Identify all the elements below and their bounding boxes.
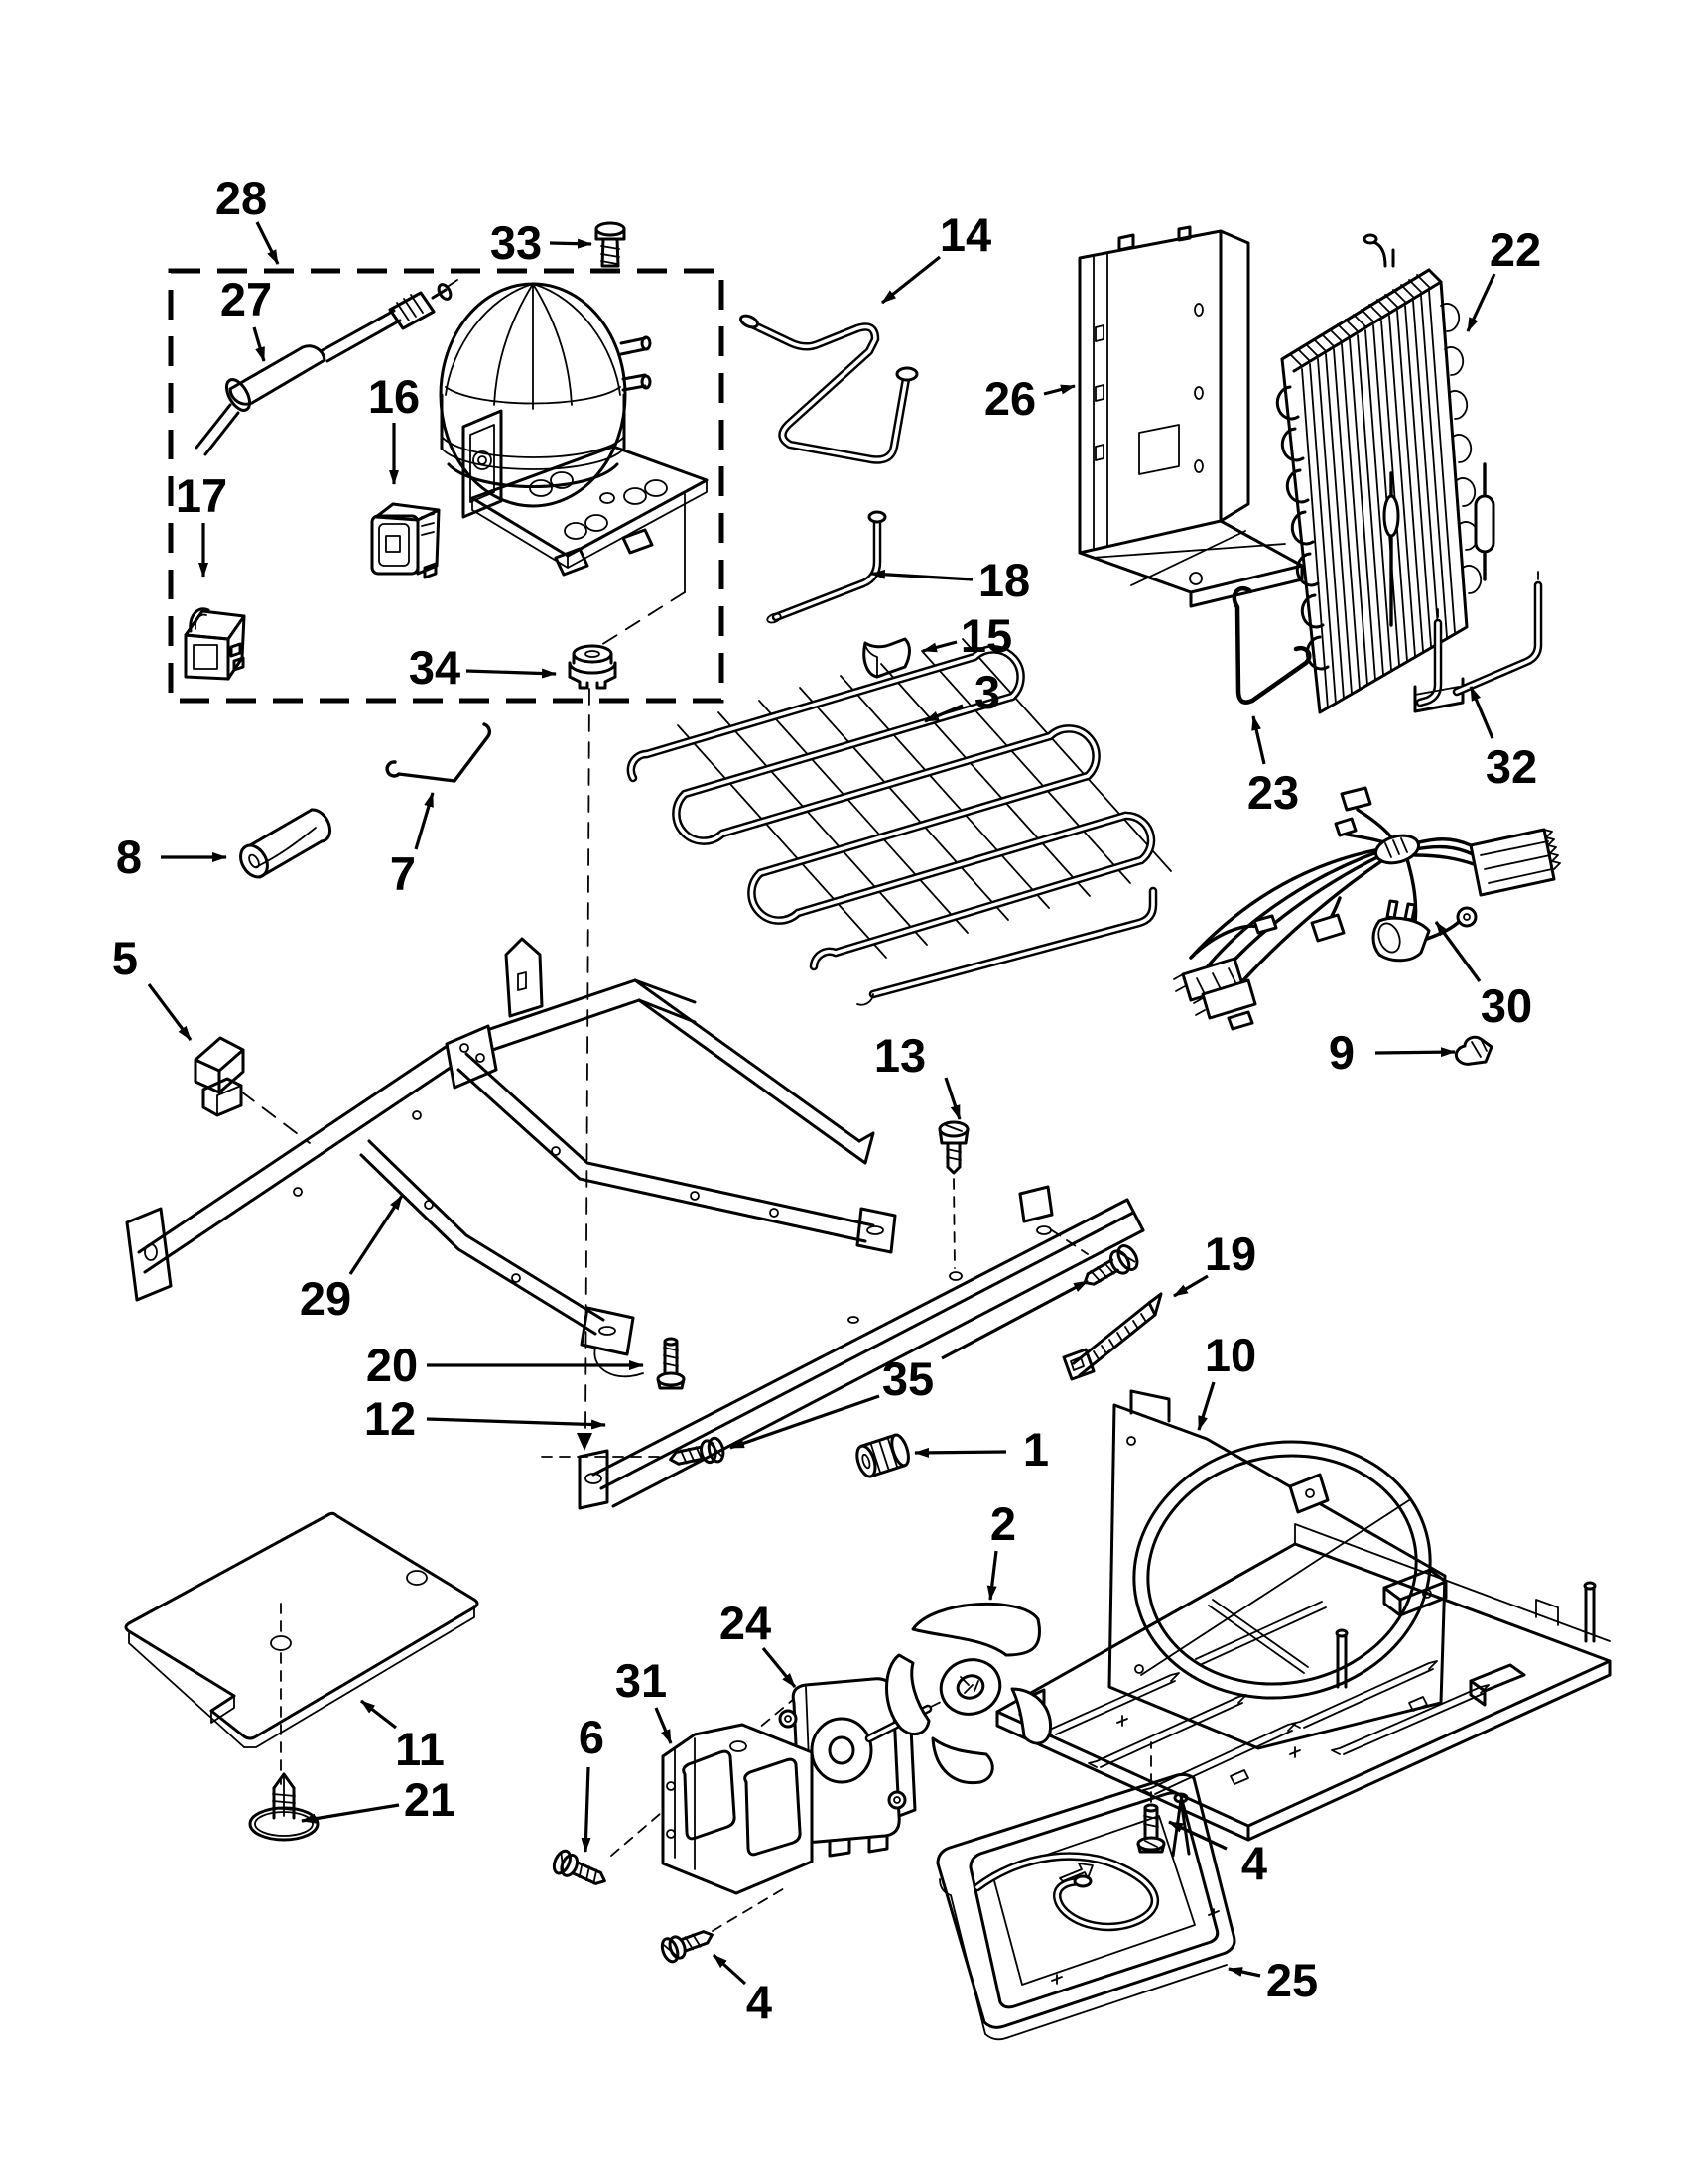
leader-arrow-28 (257, 222, 278, 264)
leader-arrow-10 (1199, 1382, 1214, 1430)
leader-arrow-12 (427, 1419, 605, 1425)
roller-8 (235, 810, 329, 882)
part-number-c35: 35 (881, 1352, 935, 1405)
part-number-c21: 21 (403, 1773, 456, 1826)
part-number-c7: 7 (389, 847, 417, 900)
switch-17 (186, 609, 244, 679)
screw-4-left (659, 1887, 786, 1964)
part-number-c33: 33 (489, 216, 543, 269)
tube-14 (739, 314, 917, 460)
leader-arrow-34 (466, 671, 556, 674)
part-number-c32: 32 (1485, 740, 1538, 793)
leader-arrow-1 (915, 1452, 1006, 1453)
leader-arrow-4 (714, 1955, 745, 1984)
leader-arrow-24 (763, 1648, 795, 1687)
leader-arrow-30 (1436, 922, 1480, 981)
part-number-c16: 16 (367, 370, 421, 423)
part-number-c14: 14 (939, 208, 992, 261)
leader-arrow-27 (254, 327, 264, 361)
panel-26 (1080, 227, 1302, 606)
leader-arrow-33 (550, 243, 591, 244)
part-number-c6: 6 (578, 1711, 605, 1763)
leader-arrow-9 (1375, 1052, 1455, 1053)
cable-tie-19 (1064, 1294, 1161, 1379)
part-number-c13: 13 (873, 1029, 927, 1082)
leader-arrow-5 (149, 984, 191, 1040)
wire-7 (387, 724, 489, 781)
part-number-c17: 17 (175, 469, 228, 522)
part-number-c5: 5 (111, 932, 139, 984)
screw-20 (658, 1339, 684, 1388)
part-number-c9: 9 (1328, 1026, 1356, 1079)
leader-arrow-35 (942, 1281, 1088, 1358)
part-number-c29: 29 (299, 1272, 352, 1325)
part-number-c4a: 4 (745, 1976, 773, 2028)
kit-boundary-dashed-box (171, 271, 721, 701)
leader-arrow-35 (730, 1396, 879, 1448)
leader-arrow-29 (350, 1196, 402, 1274)
leader-arrow-31 (656, 1708, 671, 1743)
tube-18 (766, 512, 885, 624)
leader-arrow-18 (871, 574, 973, 579)
part-number-c26: 26 (983, 372, 1037, 425)
part-number-c15: 15 (960, 609, 1013, 662)
part-number-c28: 28 (214, 172, 268, 224)
part-number-c4b: 4 (1240, 1837, 1268, 1889)
leader-arrow-32 (1471, 687, 1493, 738)
part-number-c31: 31 (614, 1654, 668, 1707)
leader-arrow-11 (361, 1701, 396, 1728)
part-number-c12: 12 (363, 1392, 417, 1445)
part-number-c11: 11 (395, 1723, 445, 1775)
part-number-c24: 24 (718, 1597, 772, 1649)
part-number-c19: 19 (1204, 1227, 1257, 1280)
leader-arrow-15 (923, 642, 957, 651)
leader-arrow-23 (1253, 716, 1264, 764)
leader-arrow-13 (946, 1078, 960, 1119)
part-number-c20: 20 (365, 1339, 419, 1391)
leader-arrow-14 (882, 257, 940, 303)
bushing-1 (853, 1433, 911, 1478)
leader-arrow-25 (1229, 1969, 1260, 1976)
part-number-c8: 8 (115, 831, 143, 883)
screw-13 (940, 1122, 968, 1268)
leader-arrow-19 (1174, 1276, 1208, 1296)
part-number-c18: 18 (977, 554, 1031, 606)
leader-arrow-6 (585, 1767, 588, 1852)
fin-coil-22 (1277, 235, 1481, 712)
wire-bracket-23 (1234, 588, 1309, 702)
leader-arrow-22 (1468, 274, 1494, 331)
motor-bracket-31 (611, 1699, 812, 1893)
part-number-c25: 25 (1265, 1954, 1319, 2006)
compressor (441, 284, 707, 645)
leader-arrow-2 (990, 1551, 996, 1600)
part-number-c23: 23 (1246, 766, 1300, 819)
frame-29 (127, 939, 895, 1376)
clip-9 (1456, 1037, 1492, 1064)
screws-35 (542, 1230, 1141, 1472)
part-number-c10: 10 (1204, 1329, 1257, 1381)
leader-arrow-26 (1044, 386, 1075, 394)
push-pin-21 (250, 1774, 318, 1840)
part-number-c3: 3 (974, 666, 1001, 718)
screw-33 (596, 223, 624, 266)
tube-assembly-32 (1384, 464, 1538, 711)
leader-arrow-21 (302, 1805, 399, 1821)
condenser-coil-3 (631, 639, 1171, 1005)
screw-6 (551, 1849, 609, 1892)
clip-5 (195, 1038, 310, 1143)
part-number-c1: 1 (1022, 1423, 1050, 1476)
grommet-34 (570, 646, 615, 1451)
part-number-c30: 30 (1480, 979, 1533, 1032)
fan-shroud-10 (1109, 1391, 1454, 1748)
leader-arrow-7 (416, 793, 433, 849)
part-number-c2: 2 (989, 1497, 1017, 1550)
part-number-c22: 22 (1489, 223, 1542, 276)
relay-16 (372, 504, 439, 578)
part-number-c34: 34 (408, 641, 461, 694)
part-number-c27: 27 (219, 273, 273, 325)
